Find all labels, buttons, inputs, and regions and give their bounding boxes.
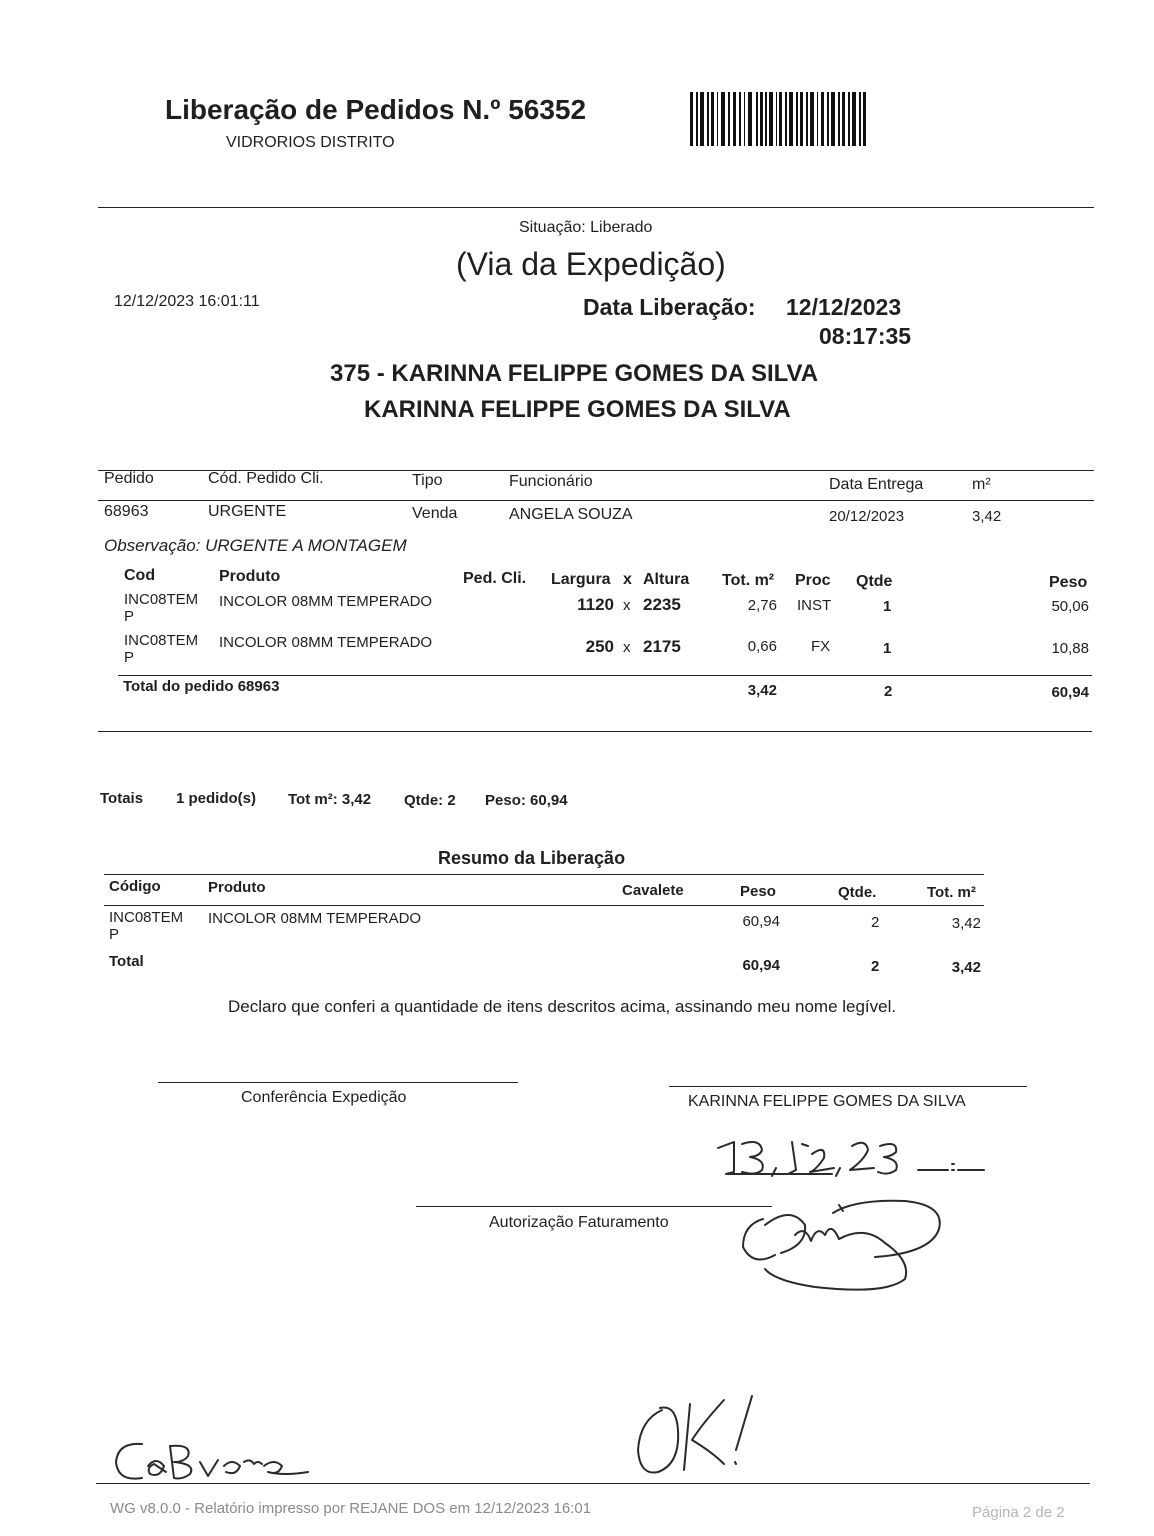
handwritten-date xyxy=(712,1130,992,1180)
declaration: Declaro que conferi a quantidade de itens descritos acima, assinando meu nome legível. xyxy=(228,997,897,1016)
value-tipo: Venda xyxy=(412,505,458,522)
resumo-header-rule xyxy=(104,905,984,906)
data-liberacao-time: 08:17:35 xyxy=(819,323,912,349)
value-cod-pedido-cli: URGENTE xyxy=(208,503,287,520)
resumo-row-codigo: INC08TEM P xyxy=(109,909,184,943)
resumo-total-label: Total xyxy=(109,953,144,970)
order-header-bottom-rule xyxy=(98,500,1094,501)
client-line-1: 375 - KARINNA FELIPPE GOMES DA SILVA xyxy=(330,360,819,387)
autorizacao-label: Autorização Faturamento xyxy=(489,1214,669,1231)
resumo-col-tot-m2: Tot. m² xyxy=(927,884,976,901)
conferencia-label: Conferência Expedição xyxy=(241,1089,407,1106)
table-row-2-qtde: 1 xyxy=(883,640,892,657)
resumo-total-tot-m2: 3,42 xyxy=(951,959,981,976)
footer-report: WG v8.0.0 - Relatório impresso por REJANE DOS em 12/12/2023 16:01 xyxy=(110,1500,592,1517)
document-title: Liberação de Pedidos N.º 56352 xyxy=(165,94,587,125)
table-row-1-peso: 50,06 xyxy=(1051,598,1089,615)
label-funcionario: Funcionário xyxy=(509,473,593,490)
col-largura: Largura xyxy=(551,571,611,588)
value-data-entrega: 20/12/2023 xyxy=(829,508,905,525)
col-cod: Cod xyxy=(124,567,156,584)
value-m2: 3,42 xyxy=(972,508,1002,525)
table-row-2-peso: 10,88 xyxy=(1051,640,1089,657)
resumo-top-rule xyxy=(104,874,984,875)
resumo-title: Resumo da Liberação xyxy=(438,848,626,868)
footer-rule xyxy=(96,1483,1090,1484)
value-pedido: 68963 xyxy=(104,503,149,520)
resumo-row-tot-m2: 3,42 xyxy=(951,915,981,932)
col-peso: Peso xyxy=(1049,574,1088,591)
table-row-1-altura: 2235 xyxy=(643,595,681,614)
col-altura: Altura xyxy=(643,571,690,588)
order-total-label: Total do pedido 68963 xyxy=(123,678,280,695)
client-line-2: KARINNA FELIPPE GOMES DA SILVA xyxy=(364,396,791,423)
label-m2: m² xyxy=(972,476,991,493)
resumo-row-peso: 60,94 xyxy=(742,913,780,930)
resumo-total-qtde: 2 xyxy=(871,958,880,975)
label-tipo: Tipo xyxy=(412,472,443,489)
table-row-2-x: x xyxy=(623,639,631,656)
print-datetime: 12/12/2023 16:01:11 xyxy=(114,293,260,310)
observacao-label: Observação: xyxy=(104,536,201,555)
table-row-1-largura: 1120 xyxy=(577,595,614,614)
observacao-value: URGENTE A MONTAGEM xyxy=(205,536,407,555)
via-label: (Via da Expedição) xyxy=(456,246,726,282)
col-x: x xyxy=(623,571,632,588)
situacao: Situação: Liberado xyxy=(519,219,653,236)
resumo-col-qtde: Qtde. xyxy=(838,884,877,901)
table-row-2-tot-m2: 0,66 xyxy=(747,638,777,655)
label-cod-pedido-cli: Cód. Pedido Cli. xyxy=(208,470,324,487)
conferencia-signature-line xyxy=(158,1082,518,1083)
totais-peso: Peso: 60,94 xyxy=(485,792,568,809)
totais-label: Totais xyxy=(100,790,144,807)
table-row-2-proc: FX xyxy=(811,638,831,655)
order-total-m2: 3,42 xyxy=(747,682,777,699)
barcode xyxy=(690,92,866,146)
resumo-row-qtde: 2 xyxy=(871,914,880,931)
table-row-1-qtde: 1 xyxy=(883,598,892,615)
footer-page: Página 2 de 2 xyxy=(972,1504,1065,1521)
client-signature-name: KARINNA FELIPPE GOMES DA SILVA xyxy=(688,1093,966,1110)
resumo-row-produto: INCOLOR 08MM TEMPERADO xyxy=(208,910,422,927)
resumo-col-cavalete: Cavalete xyxy=(622,882,684,899)
col-produto: Produto xyxy=(219,568,281,585)
observacao xyxy=(104,536,407,556)
header-divider xyxy=(98,207,1094,208)
items-total-rule xyxy=(118,675,1092,676)
table-row-1-tot-m2: 2,76 xyxy=(747,597,777,614)
resumo-col-produto: Produto xyxy=(208,879,266,896)
resumo-col-peso: Peso xyxy=(740,883,776,900)
resumo-col-codigo: Código xyxy=(109,878,161,895)
label-data-entrega: Data Entrega xyxy=(829,476,924,493)
table-row-2-produto: INCOLOR 08MM TEMPERADO xyxy=(219,634,433,651)
table-row-1-x: x xyxy=(623,597,631,614)
table-row-1-proc: INST xyxy=(797,597,832,614)
table-row-1-produto: INCOLOR 08MM TEMPERADO xyxy=(219,593,433,610)
table-row-1-cod: INC08TEM P xyxy=(124,591,199,625)
order-total-peso: 60,94 xyxy=(1051,684,1089,701)
col-proc: Proc xyxy=(795,572,831,589)
col-ped-cli: Ped. Cli. xyxy=(463,570,527,587)
company-name: VIDRORIOS DISTRITO xyxy=(226,134,395,151)
handwritten-ok xyxy=(632,1390,762,1480)
label-pedido: Pedido xyxy=(104,470,154,487)
table-row-2-largura: 250 xyxy=(585,637,614,656)
items-bottom-rule xyxy=(98,731,1092,732)
autorizacao-signature-line xyxy=(416,1206,772,1207)
data-liberacao-date: 12/12/2023 xyxy=(786,294,902,320)
totais-qtde: Qtde: 2 xyxy=(404,792,456,809)
table-row-2-altura: 2175 xyxy=(643,637,681,656)
totais-pedidos: 1 pedido(s) xyxy=(176,790,257,807)
order-total-qtde: 2 xyxy=(884,683,893,700)
data-liberacao-label: Data Liberação: xyxy=(583,294,756,320)
value-funcionario: ANGELA SOUZA xyxy=(509,506,633,523)
barcode-icon xyxy=(690,92,866,146)
col-tot-m2: Tot. m² xyxy=(722,572,775,589)
autorizacao-signature xyxy=(735,1195,950,1295)
resumo-total-peso: 60,94 xyxy=(742,957,780,974)
col-qtde: Qtde xyxy=(856,573,893,590)
table-row-2-cod: INC08TEM P xyxy=(124,632,199,666)
client-signature-line xyxy=(669,1086,1027,1087)
totais-tot-m2: Tot m²: 3,42 xyxy=(288,791,372,808)
